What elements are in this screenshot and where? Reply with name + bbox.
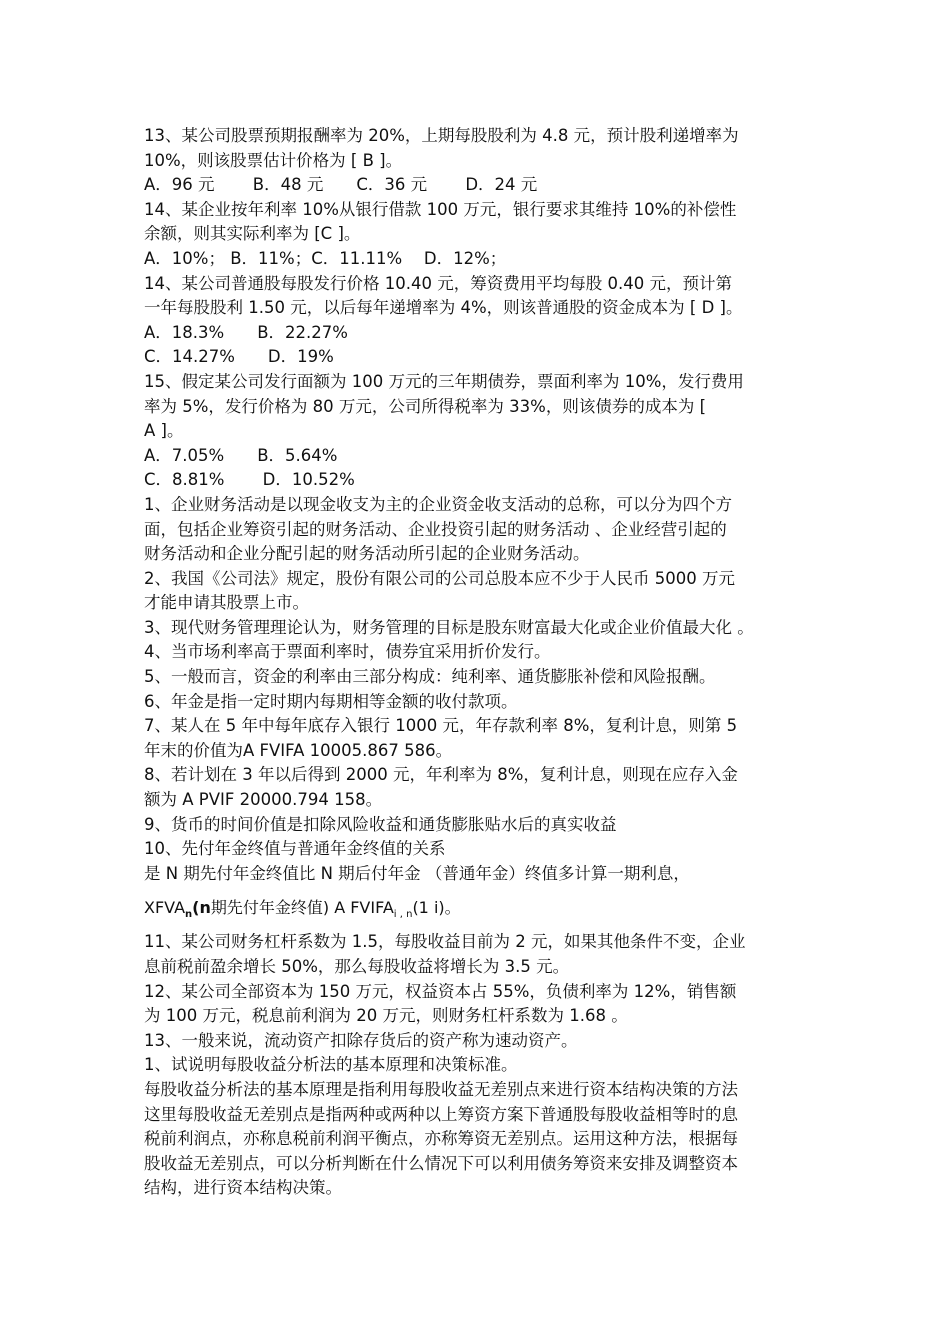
formula-paren-open: ( bbox=[192, 898, 200, 918]
text-line: A．10%； B．11%；C．11.11% D．12%； bbox=[144, 248, 507, 268]
text-line: 1、试说明每股收益分析法的基本原理和决策标准。 bbox=[144, 1055, 518, 1075]
text-line: 14、某公司普通股每股发行价格 10.40 元，筹资费用平均每股 0.40 元，预计第 bbox=[144, 273, 732, 293]
text-line: 财务活动和企业分配引起的财务活动所引起的企业财务活动。 bbox=[144, 544, 590, 564]
text-line: 一年每股股利 1.50 元，以后每年递增率为 4%，则该普通股的资金成本为 [ D ]。 bbox=[144, 298, 743, 318]
text-line: 率为 5%，发行价格为 80 万元，公司所得税率为 33%，则该债券的成本为 [ bbox=[144, 396, 707, 416]
text-line: 13、某公司股票预期报酬率为 20%，上期每股股利为 4.8 元，预计股利递增率为 bbox=[144, 126, 739, 145]
text-line: 每股收益分析法的基本原理是指利用每股收益无差别点来进行资本结构决策的方法 bbox=[144, 1079, 738, 1099]
text-line: 6、年金是指一定时期内每期相等金额的收付款项。 bbox=[144, 691, 518, 711]
text-line: 4、当市场利率高于票面利率时，债券宜采用折价发行。 bbox=[144, 642, 551, 662]
text-line: 余额，则其实际利率为 [C ]。 bbox=[144, 224, 361, 244]
formula-bold-n: n bbox=[199, 898, 211, 918]
text-line: 结构，进行资本结构决策。 bbox=[144, 1178, 342, 1198]
text-line: 12、某公司全部资本为 150 万元，权益资本占 55%，负债利率为 12%，销售额 bbox=[144, 981, 737, 1001]
text-line: A．7.05% B．5.64% bbox=[144, 445, 338, 465]
document-page bbox=[144, 124, 812, 1201]
text-line: 10%，则该股票估计价格为 [ B ]。 bbox=[144, 150, 403, 170]
text-line: 面，包括企业筹资引起的财务活动、企业投资引起的财务活动 、企业经营引起的 bbox=[144, 519, 727, 539]
text-line: 9、货币的时间价值是扣除风险收益和通货膨胀贴水后的真实收益 bbox=[144, 814, 617, 834]
text-line: 股收益无差别点，可以分析判断在什么情况下可以利用债务筹资来安排及调整资本 bbox=[144, 1153, 738, 1173]
text-line: A．96 元 B．48 元 C．36 元 D．24 元 bbox=[144, 175, 538, 195]
text-line: 1、企业财务活动是以现金收支为主的企业资金收支活动的总称，可以分为四个方 bbox=[144, 494, 732, 514]
formula-line bbox=[144, 886, 812, 930]
text-line: A ]。 bbox=[144, 421, 184, 441]
text-line: 息前税前盈余增长 50%，那么每股收益将增长为 3.5 元。 bbox=[144, 957, 570, 976]
text-line: 才能申请其股票上市。 bbox=[144, 593, 309, 613]
text-line: 税前利润点，亦称息税前利润平衡点，亦称筹资无差别点。运用这种方法，根据每 bbox=[144, 1129, 738, 1149]
text-line: 8、若计划在 3 年以后得到 2000 元，年利率为 8%，复利计息，则现在应存入金 bbox=[144, 765, 738, 785]
formula-subscript-in: i , n bbox=[393, 909, 413, 921]
formula-suffix: (1 i)。 bbox=[412, 898, 461, 918]
text-line: C．14.27% D．19% bbox=[144, 347, 334, 367]
formula-middle: 期先付年金终值) A FVIFA bbox=[210, 898, 394, 918]
text-line: 5、一般而言，资金的利率由三部分构成：纯利率、通货膨胀补偿和风险报酬。 bbox=[144, 667, 716, 687]
text-line: 额为 A PVIF 20000.794 158。 bbox=[144, 790, 383, 810]
text-line: C．8.81% D．10.52% bbox=[144, 470, 355, 490]
text-line: 为 100 万元，税息前利润为 20 万元，则财务杠杆系数为 1.68 。 bbox=[144, 1006, 628, 1026]
text-line: 年末的价值为A FVIFA 10005.867 586。 bbox=[144, 740, 453, 760]
text-line: 13、一般来说，流动资产扣除存货后的资产称为速动资产。 bbox=[144, 1030, 578, 1050]
formula-subscript-n: n bbox=[185, 909, 193, 921]
text-line: 是 N 期先付年金终值比 N 期后付年金 （普通年金）终值多计算一期利息， bbox=[144, 863, 690, 883]
text-line: 7、某人在 5 年中每年底存入银行 1000 元，年存款利率 8%，复利计息，则第 5 bbox=[144, 716, 738, 736]
formula-prefix: XFVA bbox=[144, 898, 186, 918]
text-line: A．18.3% B．22.27% bbox=[144, 322, 348, 342]
text-line: 这里每股收益无差别点是指两种或两种以上筹资方案下普通股每股收益相等时的息 bbox=[144, 1104, 738, 1124]
text-line: 14、某企业按年利率 10%从银行借款 100 万元，银行要求其维持 10%的补偿性 bbox=[144, 199, 737, 219]
text-line: 11、某公司财务杠杆系数为 1.5，每股收益目前为 2 元，如果其他条件不变，企业 bbox=[144, 932, 746, 952]
text-line: 15、假定某公司发行面额为 100 万元的三年期债券，票面利率为 10%，发行费用 bbox=[144, 371, 744, 391]
text-line: 10、先付年金终值与普通年金终值的关系 bbox=[144, 839, 446, 859]
text-line: 2、我国《公司法》规定，股份有限公司的公司总股本应不少于人民币 5000 万元 bbox=[144, 568, 735, 588]
text-line: 3、现代财务管理理论认为，财务管理的目标是股东财富最大化或企业价值最大化 。 bbox=[144, 617, 754, 637]
